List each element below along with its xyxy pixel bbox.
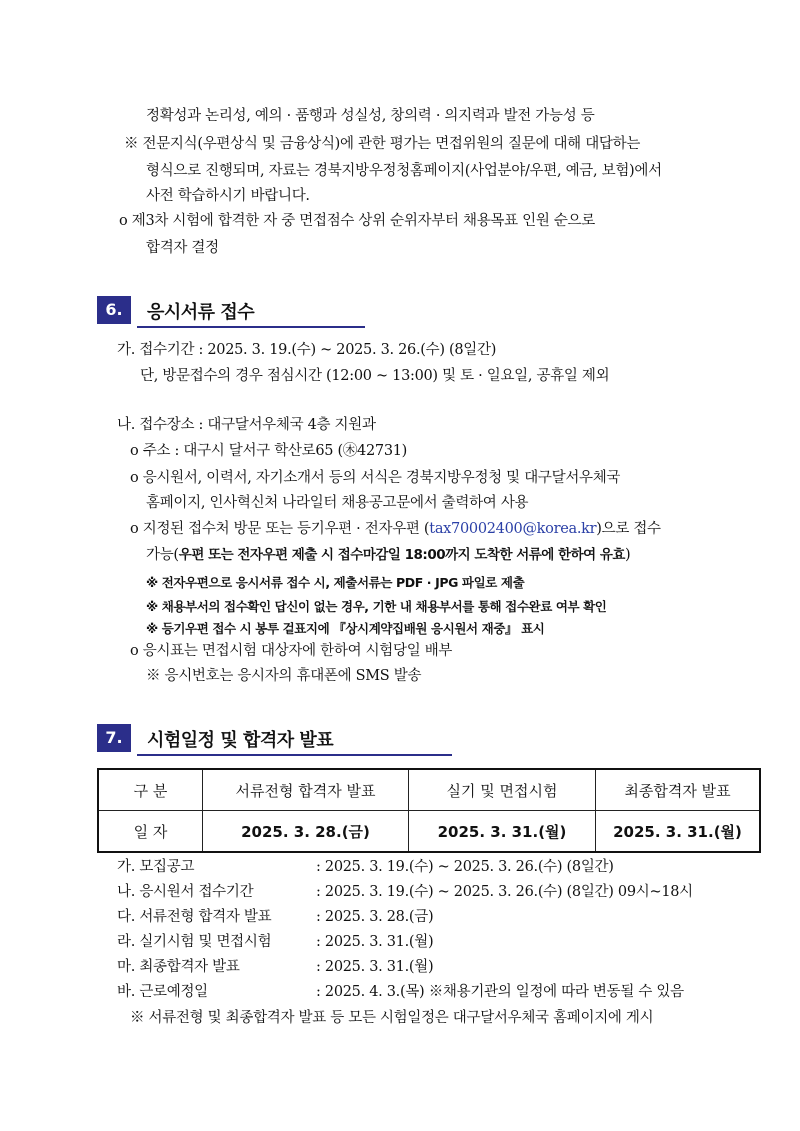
schedule-label: 가. 모집공고: [117, 859, 195, 875]
submission-method-prefix: o 지정된 접수처 방문 또는 등기우편 · 전자우편 (: [130, 521, 430, 537]
section-7-number: 7.: [97, 724, 131, 752]
confirmation-note: ※ 채용부서의 접수확인 답신이 없는 경우, 기한 내 채용부서를 통해 접수완료 여부 확인: [146, 599, 607, 614]
expertise-note-line1: ※ 전문지식(우편상식 및 금융상식)에 관한 평가는 면접위원의 질문에 대해 대답하는: [124, 136, 641, 152]
validity-prefix: 가능(: [146, 547, 179, 563]
table-cell: 2025. 3. 28.(금): [203, 811, 409, 853]
place-line: 나. 접수장소 : 대구달서우체국 4층 지원과: [117, 417, 376, 433]
admission-ticket-line: o 응시표는 면접시험 대상자에 한하여 시험당일 배부: [130, 643, 453, 659]
period-line: 가. 접수기간 : 2025. 3. 19.(수) ~ 2025. 3. 26.(수) (8일간): [117, 342, 497, 358]
schedule-label: 바. 근로예정일: [117, 984, 208, 1000]
address-line: o 주소 : 대구시 달서구 학산로65 (㊍42731): [130, 443, 408, 459]
schedule-value: : 2025. 3. 31.(월): [316, 934, 434, 950]
email-format-note: ※ 전자우편으로 응시서류 접수 시, 제출서류는 PDF · JPG 파일로 제출: [146, 575, 525, 590]
expertise-note-line2: 형식으로 진행되며, 자료는 경북지방우정청홈페이지(사업분야/우편, 예금, 보험)에서: [146, 163, 662, 179]
table-header-cell: 서류전형 합격자 발표: [203, 769, 409, 811]
schedule-table: [97, 768, 761, 853]
section-6-underline: [137, 326, 365, 328]
schedule-footnote: ※ 서류전형 및 최종합격자 발표 등 모든 시험일정은 대구달서우체국 홈페이지에 게시: [130, 1010, 654, 1026]
schedule-value: : 2025. 3. 31.(월): [316, 959, 434, 975]
schedule-value: : 2025. 3. 28.(금): [316, 909, 434, 925]
submission-method-suffix: )으로 접수: [596, 521, 661, 537]
section-6-header: [97, 296, 365, 326]
table-cell: 2025. 3. 31.(월): [409, 811, 596, 853]
section-7-underline: [137, 754, 452, 756]
section-7-header: [97, 724, 452, 754]
section-6-number: 6.: [97, 296, 131, 324]
criteria-line: 정확성과 논리성, 예의 · 품행과 성실성, 창의력 · 의지력과 발전 가능성 등: [146, 108, 595, 124]
submission-email: tax70002400@korea.kr: [429, 521, 597, 537]
schedule-value: : 2025. 3. 19.(수) ~ 2025. 3. 26.(수) (8일간) 09시~18시: [316, 884, 693, 900]
expertise-note-line3: 사전 학습하시기 바랍니다.: [146, 188, 310, 204]
table-header-row: [98, 769, 760, 811]
section-7-title: 시험일정 및 합격자 발표: [147, 730, 334, 751]
final-selection-line1: o 제3차 시험에 합격한 자 중 면접점수 상위 순위자부터 채용목표 인원 순으로: [119, 213, 595, 229]
submission-method-line1: [130, 519, 661, 539]
schedule-value: : 2025. 3. 19.(수) ~ 2025. 3. 26.(수) (8일간): [316, 859, 614, 875]
validity-suffix: ): [624, 547, 631, 563]
table-header-cell: 구 분: [98, 769, 203, 811]
envelope-note: ※ 등기우편 접수 시 봉투 겉표지에 『상시계약집배원 응시원서 재중』 표시: [146, 621, 545, 636]
submission-method-line2: [146, 545, 630, 565]
forms-line1: o 응시원서, 이력서, 자기소개서 등의 서식은 경북지방우정청 및 대구달서우체국: [130, 470, 621, 486]
final-selection-line2: 합격자 결정: [146, 240, 219, 256]
schedule-label: 다. 서류전형 합격자 발표: [117, 909, 272, 925]
schedule-label: 마. 최종합격자 발표: [117, 959, 240, 975]
schedule-label: 나. 응시원서 접수기간: [117, 884, 254, 900]
validity-condition: 우편 또는 전자우편 제출 시 접수마감일 18:00까지 도착한 서류에 한하여 유효: [178, 547, 625, 563]
table-header-cell: 최종합격자 발표: [596, 769, 761, 811]
table-header-cell: 실기 및 면접시험: [409, 769, 596, 811]
section-6-title: 응시서류 접수: [147, 302, 255, 323]
schedule-label: 라. 실기시험 및 면접시험: [117, 934, 272, 950]
schedule-value: : 2025. 4. 3.(목) ※채용기관의 일정에 따라 변동될 수 있음: [316, 984, 684, 1000]
sms-note: ※ 응시번호는 응시자의 휴대폰에 SMS 발송: [146, 668, 422, 684]
table-cell: 2025. 3. 31.(월): [596, 811, 761, 853]
period-exception-line: 단, 방문접수의 경우 점심시간 (12:00 ~ 13:00) 및 토 · 일요일, 공휴일 제외: [140, 368, 610, 384]
forms-line2: 홈페이지, 인사혁신처 나라일터 채용공고문에서 출력하여 사용: [146, 495, 529, 511]
table-row: [98, 811, 760, 853]
table-cell: 일 자: [98, 811, 203, 853]
